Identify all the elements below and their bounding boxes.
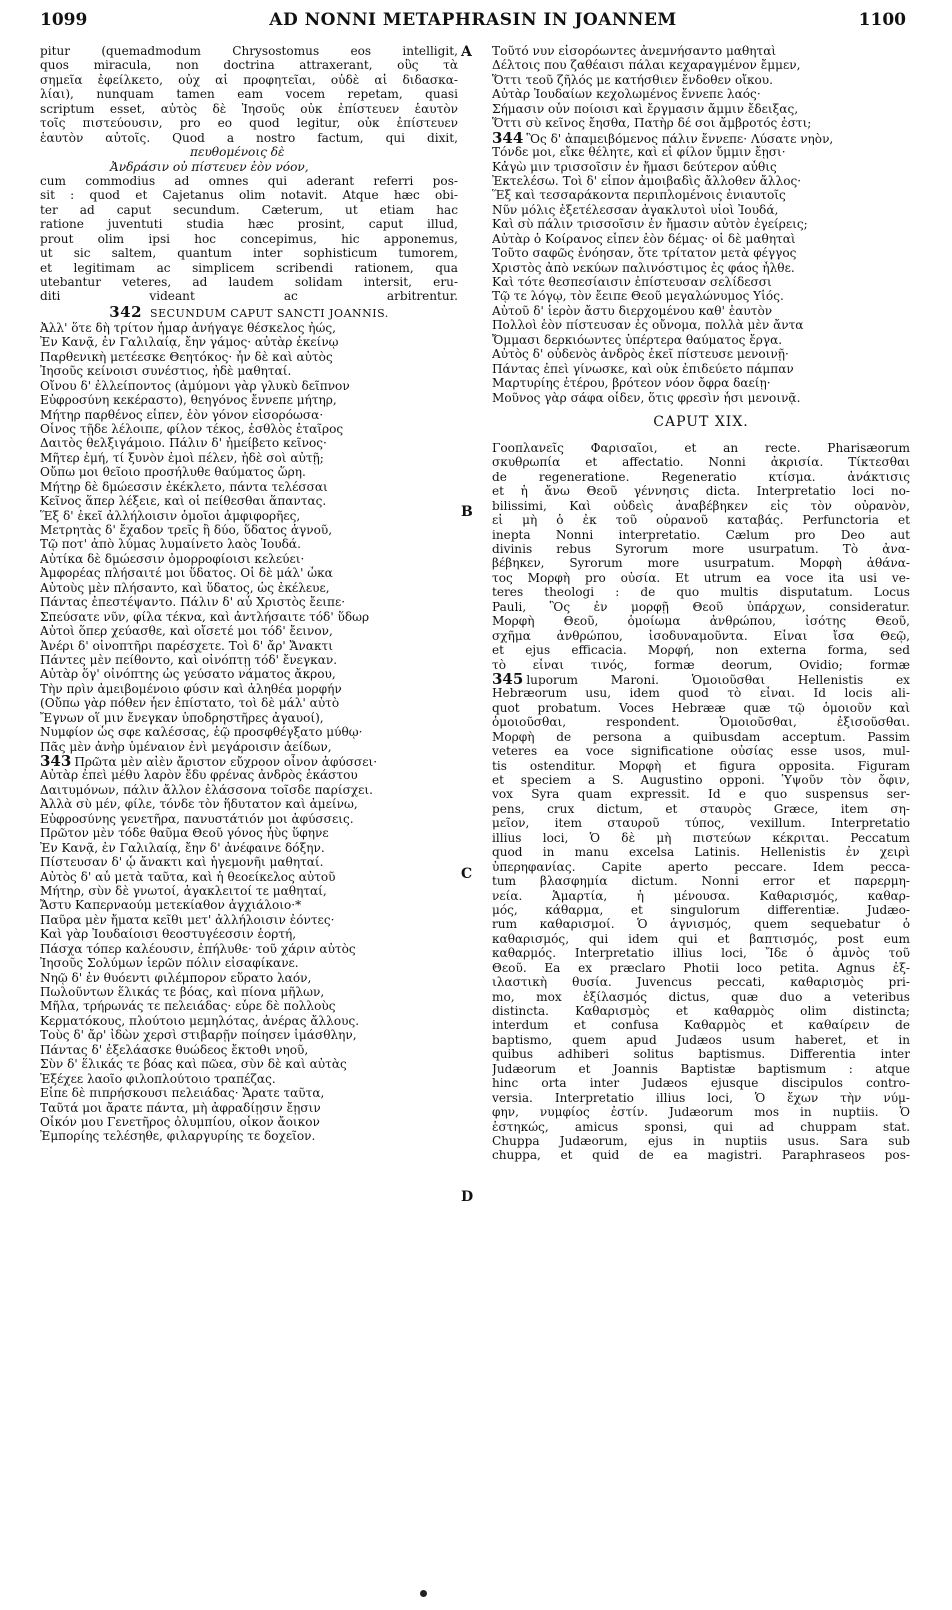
text-line: teres theologi : de quo multis disputatum. Locus bbox=[492, 585, 910, 600]
text-line: Μῆτερ ἐμή, τί ξυνὸν ἐμοὶ πέλεν, ἠδὲ σοὶ αὐτῇ; bbox=[40, 450, 324, 465]
text-line: Σπεύσατε νῦν, φίλα τέκνα, καὶ ἀντλήσαιτε τόδ' ὕδωρ bbox=[40, 609, 370, 624]
text-line: veteres ea voce significatione οὐσίας esse usos, mul- bbox=[492, 744, 910, 759]
section-title: SECUNDUM CAPUT SANCTI JOANNIS. bbox=[150, 306, 389, 320]
text-line: et speciem a S. Augustino opponi. Ὑψοῦν τὸν ὄφιν, bbox=[492, 773, 910, 787]
text-line: νεία. Ἁμαρτία, ἡ μένουσα. Καθαρισμός, καθαρ- bbox=[492, 888, 910, 903]
text-line: Μήτηρ, σὺν δὲ γνωτοί, ἀγακλειτοί τε μαθηταί, bbox=[40, 883, 327, 898]
text-line: τοῖς πιστεύουσιν, pro eo quod legitur, οὐκ ἐπίστευεν bbox=[40, 116, 458, 131]
text-line: Εὐφροσύνη κεκέραστο), θεηγόνος ἔννεπε μήτηρ, bbox=[40, 393, 337, 408]
text-line: σχῆμα ἀνθρώπου, ἰσοδυναμοῦντα. Εἶναι ἴσα Θεῷ, bbox=[492, 628, 910, 643]
text-line: Σήμασιν οὖν ποίοισι καὶ ἔργμασιν ἄμμιν ἔδειξας, bbox=[492, 101, 799, 116]
text-line: ιλαστικὴ θυσία. Juvencus peccati, καθαρισμὸς pri- bbox=[492, 975, 910, 990]
text-line: καθαρμός. Interpretatio illius loci, Ἴδε ὁ ἀμνὸς τοῦ bbox=[492, 946, 910, 961]
line-text: luporum Maroni. Ὁμοιοῦσθαι Hellenistis ex bbox=[526, 672, 910, 687]
text-line: ὁμοιοῦσθαι, respondent. Ὁμοιοῦσθαι, ἐξισοῦσθαι. bbox=[492, 715, 910, 730]
text-line: diti videant ac arbitrentur. bbox=[40, 289, 458, 304]
paraphrase-verses-right bbox=[492, 44, 910, 131]
text-line: Ταῦτά μοι ἄρατε πάντα, μὴ ἀφραδίῃσιν ἔῃσιν bbox=[40, 1100, 321, 1115]
verse-quote-line: πευθομένοις δὲ bbox=[190, 145, 285, 160]
text-line: Οἶνος τῇδε λέλοιπε, φίλον τέκος, ἐσθλὸς ἑταῖρος bbox=[40, 421, 344, 436]
text-line: Ὅττι σὺ κεῖνος ἔησθα, Πατὴρ δέ σοι ἄμβροτός ἐστι; bbox=[492, 116, 812, 131]
text-line: scriptum esset, αὐτὸς δὲ Ἰησοῦς οὐκ ἐπίστευεν ἑαυτὸν bbox=[40, 101, 458, 116]
text-line: tis ostenditur. Μορφὴ et figura opposita. Figuram bbox=[492, 758, 910, 773]
text-line: ὑπερηφανίας. Capite aperto peccare. Idem pecca- bbox=[492, 859, 910, 874]
text-line: τὸ εἶναι τινός, formæ deorum, Ovidio; formæ bbox=[492, 657, 910, 672]
right-column bbox=[492, 44, 910, 1163]
text-line: τος Μορφὴ pro οὐσία. Et utrum ea voce ita usi ve- bbox=[492, 570, 910, 585]
text-line: vox Syra quam expressit. Id e quo suspensus ser- bbox=[492, 787, 910, 802]
text-line: Σὺν δ' ἕλικάς τε βόας καὶ πῶεα, σὺν δὲ καὶ αὐτὰς bbox=[40, 1057, 347, 1072]
column-marker-b: B bbox=[461, 504, 473, 520]
text-line: Καὶ σὺ πάλιν τρισσοῖσιν ἐν ἤμασιν αὐτὸν ἐγείρεις; bbox=[492, 217, 808, 232]
text-line: Τοὺς δ' ἄρ' ἰδὼν χερσὶ στιβαρῇν ποίησεν ἱμάσθλην, bbox=[40, 1028, 357, 1043]
text-line: Παῦρα μὲν ἤματα κεῖθι μετ' ἀλλήλοισιν ἐόντες· bbox=[40, 912, 335, 927]
text-line: Πάντας ἐπεστέψαντο. Πάλιν δ' αὖ Χριστὸς ἔειπε· bbox=[40, 595, 346, 610]
text-line: Μοῦνος γὰρ σάφα οἶδεν, ὅτις φρεσὶν ἧσι μενοινᾷ. bbox=[492, 390, 801, 405]
line-text: Ὃς δ' ἀπαμειβόμενος πάλιν ἔννεπε· Λύσατε νηὸν, bbox=[526, 131, 834, 146]
text-line: ἑαυτὸν αὐτοῖς. Quod a nostro factum, qui dixit, bbox=[40, 130, 458, 145]
chapter-summary bbox=[492, 441, 910, 672]
running-title: AD NONNI METAPHRASIN IN JOANNEM bbox=[269, 10, 677, 30]
text-line: Κερματόκους, πλούτοιο μεμηλότας, ἀνέρας ἄλλους. bbox=[40, 1013, 360, 1028]
text-line: Ἀνέρι δ' οἰνοπτῆρι παρέσχετε. Τοὶ δ' ἄρ' Ἄνακτι bbox=[40, 638, 333, 653]
text-line: Θεοῦ. Ea ex præclaro Photii loco petita. Agnus ἐξ- bbox=[492, 960, 910, 975]
text-line: Νηῷ δ' ἐν θυόεντι φιλέμπορον εὕρατο λαόν, bbox=[40, 970, 312, 985]
text-line: Πρῶτον μὲν τόδε θαῦμα Θεοῦ γόνος ἦὺς ὕφηνε bbox=[40, 826, 329, 841]
text-line: Τῷ τε λόγῳ, τὸν ἔειπε Θεοῦ μεγαλώνυμος Υἱός. bbox=[492, 289, 784, 304]
text-line: Αὐτίκα δὲ δμώεσσιν ὀμορροφίοισι κελεύει· bbox=[40, 551, 305, 566]
text-line: Πάσχα τόπερ καλέουσιν, ἐπήλυθε· τοῦ χάριν αὐτὸς bbox=[40, 941, 356, 956]
text-line: Τόνδε μοι, εἴκε θέλητε, καὶ εἰ φίλον ὔμμιν ἔῃσι· bbox=[492, 145, 786, 160]
text-line: Μορφὴ Θεοῦ, ὁμοίωμα ἀνθρώπου, ἰσότης Θεοῦ, bbox=[492, 614, 910, 629]
text-line: Ὅττι τεοῦ ζῆλός με κατήσθιεν ἔνδοθεν οἴκου. bbox=[492, 72, 773, 87]
chapter-summary-continued bbox=[492, 672, 910, 1163]
paraphrase-verses-continued bbox=[40, 754, 458, 1144]
commentary-intro bbox=[40, 44, 458, 145]
text-line: illius loci, Ὁ δὲ μὴ πιστεύων κέκριται. Peccatum bbox=[492, 830, 910, 845]
text-line: chuppa, et quid de ea magistri. Paraphraseos pos- bbox=[492, 1148, 910, 1163]
column-marker-c: C bbox=[461, 866, 473, 882]
text-line: de regeneratione. Regeneratio κτίσμα. ἀνάκτισις bbox=[492, 469, 910, 484]
text-line bbox=[40, 754, 458, 768]
text-line: et legitimam ac simplicem scribendi rationem, qua bbox=[40, 260, 458, 275]
column-marker-a: A bbox=[461, 44, 472, 60]
text-line: Δέλτοις που ζαθέαισι πάλαι κεχαραγμένον ἔμμεν, bbox=[492, 58, 801, 73]
text-line: interdum et confusa Καθαρμὸς et καθαίρειν de bbox=[492, 1018, 910, 1033]
text-line: Νῦν μόλις ἐξετέλεσσαν ἀγακλυτοὶ υἱοὶ Ἰουδά, bbox=[492, 202, 779, 217]
text-line: λίαι), nunquam tamen eam vocem repetam, quasi bbox=[40, 87, 458, 102]
text-line: εἰ μὴ ὁ ἐκ τοῦ οὐρανοῦ καταβάς. Perfunctoria et bbox=[492, 513, 910, 528]
footer-ornament bbox=[420, 1590, 427, 1597]
section-heading bbox=[40, 304, 458, 321]
text-line: Ἐμπορίης τελέσηθε, φιλαργυρίης τε δοχεῖον. bbox=[40, 1129, 316, 1144]
text-line: Τῷ ποτ' ἀπὸ λύμας λυμαίνετο λαὸς Ἰουδά. bbox=[40, 537, 301, 552]
text-line: Ὄμμασι δερκιόωντες ὑπέρτερα θαύματος ἔργα. bbox=[492, 332, 783, 347]
text-line: Αὐτὸς δ' αὖ μετὰ ταῦτα, καὶ ἡ θεοείκελος αὐτοῦ bbox=[40, 869, 336, 884]
text-line: σημεῖα ἐφείλκετο, οὐχ αἱ προφητεῖαι, οὐδὲ αἱ διδασκα- bbox=[40, 72, 458, 87]
text-line: Πάντες μὲν πείθοντο, καὶ οἰνόπτῃ τόδ' ἔνεγκαν. bbox=[40, 652, 338, 667]
text-line: Μήτηρ δὲ δμώεσσιν ἐκέκλετο, πάντα τελέσσαι bbox=[40, 479, 328, 494]
text-line: μεῖον, item σταυροῦ τύπος, vexillum. Interpretatio bbox=[492, 816, 910, 831]
paraphrase-verses bbox=[40, 321, 458, 754]
text-line: Οἶκόν μου Γενετῆρος ὀλυμπίου, οἶκον ἄοικον bbox=[40, 1114, 320, 1129]
text-line: rum καθαρισμοί. Ὁ ἁγνισμός, quem sequebatur ὁ bbox=[492, 917, 910, 932]
text-line: Δαιτυμόνων, πάλιν ἄλλον ἐλάσσονα τοῖσδε παρίσχει. bbox=[40, 782, 374, 797]
commentary-continued bbox=[40, 174, 458, 304]
text-line: pens, crux dictum, et σταυρὸς Græce, item ση- bbox=[492, 801, 910, 816]
text-line: Ἰησοῦς Σολύμων ἱερῶν πόλιν εἰσαφίκανε. bbox=[40, 956, 299, 971]
text-line: Αὐτοὶ ὅπερ χεύασθε, καὶ οἴσετέ μοι τόδ' ἔεινον, bbox=[40, 624, 333, 639]
text-line: et ἡ ἄνω Θεοῦ γέννησις dicta. Interpretatio loci no- bbox=[492, 484, 910, 499]
text-line: Ἐκτελέσω. Τοὶ δ' εἶπον ἀμοιβαδὶς ἄλλοθεν ἄλλος· bbox=[492, 173, 802, 188]
text-line: mo, mox ἐξίλασμός dictus, quæ duo a veteribus bbox=[492, 989, 910, 1004]
text-line: baptismo, quem apud Judæos usum haberet, et in bbox=[492, 1032, 910, 1047]
text-line: pitur (quemadmodum Chrysostomus eos intelligit, bbox=[40, 44, 458, 58]
text-line: Οὔπω μοι θεῖοιο προσήλυθε θαύματος ὥρη. bbox=[40, 465, 306, 480]
text-line: Μαρτυρίης ἑτέρου, βρότεον νόον ὄφρα δαείῃ· bbox=[492, 376, 771, 391]
text-line: (Οὔπω γὰρ πόθεν ἦεν ἐπίστατο, τοὶ δὲ μάλ' αὐτὸ bbox=[40, 696, 340, 711]
caput-heading: CAPUT XIX. bbox=[653, 413, 749, 430]
text-line: Μορφὴ de persona a quibusdam acceptum. Passim bbox=[492, 729, 910, 744]
section-number: 342 bbox=[109, 302, 143, 321]
text-line: Chuppa Judæorum, ejus in nuptiis usus. Sara sub bbox=[492, 1133, 910, 1148]
text-line: hinc orta inter Judæos ejusque discipulos contro- bbox=[492, 1076, 910, 1091]
text-line: Μήτηρ παρθένος εἶπεν, ἑὸν γόνον εἰσορόωσα· bbox=[40, 407, 324, 422]
text-line: prout olim ipsi hoc concepimus, hic apponemus, bbox=[40, 231, 458, 246]
text-line: Κεῖνος ἅπερ λέξειε, καὶ οἱ πείθεσθαι ἅπαντας. bbox=[40, 494, 327, 509]
text-line: et ejus efficacia. Μορφή, non externa forma, sed bbox=[492, 643, 910, 658]
text-line: sit : quod et Cajetanus olim notavit. Atque hæc obi- bbox=[40, 188, 458, 203]
text-line: καθαρισμός, qui idem qui et βαπτισμός, post eum bbox=[492, 931, 910, 946]
text-line: Ἔγνων οἵ μιν ἔνεγκαν ὑποδρηστῆρες ἀγαυοί), bbox=[40, 710, 324, 725]
text-line: Ἐν Κανᾷ, ἐν Γαλιλαίᾳ, ἔην δ' ἀνέφαινε δόξην. bbox=[40, 840, 325, 855]
text-line: cum commodius ad omnes qui aderant referri pos- bbox=[40, 173, 458, 188]
text-line: Πωλοῦντων ἕλικάς τε βόας, καὶ πίονα μῆλων, bbox=[40, 985, 325, 999]
text-line: Pauli, Ὃς ἐν μορφῇ Θεοῦ ὑπάρχων, consideratur. bbox=[492, 599, 910, 614]
text-line: Judæorum et Joannis Baptistæ baptismum : atque bbox=[492, 1061, 910, 1076]
text-line: Ἕξ δ' ἐκεῖ ἀλλήλοισιν ὁμοῖοι ἀμφιφορῆες, bbox=[40, 508, 301, 523]
text-line: Πίστευσαν δ' ᾧ ἄνακτι καὶ ἡγεμονῆι μαθηταί. bbox=[40, 855, 324, 870]
text-line: Μῆλα, τρήρωνάς τε πελειάδας· εὗρε δὲ πολλοὺς bbox=[40, 999, 336, 1014]
text-line: quibus adhiberi solitus baptismus. Differentia inter bbox=[492, 1047, 910, 1062]
page-number-left: 1099 bbox=[40, 10, 88, 30]
text-line: distincta. Καθαρισμὸς et καθαρμὸς olim distincta; bbox=[492, 1004, 910, 1018]
text-line: Δαιτὸς θελξιγάμοιο. Πάλιν δ' ἠμείβετο κεῖνος· bbox=[40, 436, 327, 451]
text-line: Ἀλλὰ σὺ μέν, φίλε, τόνδε τὸν ἥδυτατον καὶ ἀμείνω, bbox=[40, 797, 358, 812]
verse-quote-line: Ἀνδράσιν οὐ πίστευεν ἑὸν νόον, bbox=[110, 159, 309, 174]
text-line: Ἐν Κανᾷ, ἐν Γαλιλαίᾳ, ἔην γάμος· αὐτὰρ ἐκείνῳ bbox=[40, 335, 339, 350]
text-line: σκυθρωπία et affectatio. Nonni ἀκρισία. Τίκτεσθαι bbox=[492, 455, 910, 470]
text-line: ut sic saltem, quantum inter sophisticum tumorem, bbox=[40, 246, 458, 261]
text-line: tum βλασφημία dictum. Nonni error et παρερμη- bbox=[492, 874, 910, 889]
text-line: utebantur veteres, ad laudem solidam intersit, eru- bbox=[40, 275, 458, 289]
text-line: Καὶ τότε θεσπεσίαισιν ἐπίστευσαν σελίδεσσι bbox=[492, 275, 772, 289]
text-line: μός, κάθαρμα, et singulorum differentiæ. Judæo- bbox=[492, 902, 910, 917]
text-line: ter ad caput secundum. Cæterum, ut etiam hac bbox=[40, 202, 458, 217]
text-line: Εἶπε δὲ πιπρήσκουσι πελειάδας· Ἄρατε ταῦτα, bbox=[40, 1086, 325, 1101]
left-column bbox=[40, 44, 458, 1144]
text-line: Ἰησοῦς κείνοισι συνέστιος, ἠδὲ μαθηταί. bbox=[40, 364, 292, 379]
text-line: Hebræorum usu, idem quod τὸ εἶναι. Id locis ali- bbox=[492, 686, 910, 701]
paraphrase-verses-right-continued bbox=[492, 131, 910, 405]
text-line: bilissimi, Καὶ οὐδεὶς ἀναβέβηκεν εἰς τὸν οὐρανὸν, bbox=[492, 498, 910, 513]
page-header bbox=[40, 10, 906, 34]
text-line: Τοῦτο σαφῶς ἐνόησαν, ὅτε τρίτατον μετὰ φέγγος bbox=[492, 246, 797, 261]
text-line: Αὐτὰρ ὅγ' οἰνόπτης ὡς γεύσατο νάματος ἄκρου, bbox=[40, 667, 336, 682]
section-number: 345 bbox=[492, 671, 524, 687]
text-line: Αὐτὰρ ἐπεὶ μέθυ λαρὸν ἔδυ φρένας ἀνδρὸς ἑκάστου bbox=[40, 768, 358, 783]
text-line bbox=[492, 131, 910, 145]
text-line: Εὐφροσύνης γενετῆρα, πανυστάτιόν μοι ἀφύσσεις. bbox=[40, 811, 354, 826]
text-line: divinis rebus Syrorum more usurpatum. Τὸ ἀνα- bbox=[492, 542, 910, 556]
text-line: βέβηκεν, Syrorum more usurpatum. Μορφὴ ἀθάνα- bbox=[492, 556, 910, 571]
text-line: Χριστὸς ἀπὸ νεκύων παλινόστιμος ἐς φάος ἦλθε. bbox=[492, 260, 795, 275]
text-line: Πολλοὶ ἑὸν πίστευσαν ἐς οὔνομα, πολλὰ μὲν ἄντα bbox=[492, 318, 804, 333]
text-line: Ἄστυ Καπερναούμ μετεκίαθον ἀγχιάλοιο·* bbox=[40, 898, 302, 913]
text-line: Ἕξ καὶ τεσσαράκοντα περιπλομένοις ἐνιαυτοῖς bbox=[492, 188, 786, 203]
page-number-right: 1100 bbox=[858, 10, 906, 30]
text-line: Οἴνου δ' ἐλλείποντος (ἀμύμονι γὰρ γλυκὺ δεῖπνον bbox=[40, 378, 350, 393]
text-line: Ἀλλ' ὅτε δὴ τρίτον ἦμαρ ἀνήγαγε θέσκελος ἠώς, bbox=[40, 320, 337, 335]
section-number: 344 bbox=[492, 130, 524, 146]
text-line: Αὐτοῦ δ' ἱερὸν ἄστυ διερχομένου καθ' ἑαυτὸν bbox=[492, 303, 773, 318]
text-line: Τοῦτό νυν εἰσορόωντες ἀνεμνήσαντο μαθηταὶ bbox=[492, 44, 777, 58]
line-text: Πρῶτα μὲν αἰὲν ἄριστον εὔχροον οἶνον ἀφύσσει· bbox=[74, 755, 378, 769]
text-line: Μετρητὰς δ' ἔχαδον τρεῖς ἢ δύο, ὕδατος ἁγνοῦ, bbox=[40, 523, 333, 537]
text-line: inepta Nonni interpretatio. Cælum pro Deo aut bbox=[492, 527, 910, 542]
text-line: Ἀμφορέας πλήσαιτέ μοι ὕδατος. Οἱ δὲ μάλ' ὦκα bbox=[40, 566, 333, 581]
text-line bbox=[492, 672, 910, 686]
text-line: quod in manu excelsa Latinis. Hellenistis ἐν χειρὶ bbox=[492, 845, 910, 860]
text-line: Καὶ γὰρ Ἰουδαίοισι θεοστυγέεσσιν ἑορτή, bbox=[40, 927, 297, 942]
text-line: ratione juventuti studia hæc prosint, caput illud, bbox=[40, 217, 458, 232]
text-line: Τὴν πρὶν ἀμειβομένοιο φύσιν καὶ ἀληθέα μορφήν bbox=[40, 681, 342, 696]
text-line: φην, νυμφίος ἐστίν. Judæorum mos in nuptiis. Ὁ bbox=[492, 1105, 910, 1120]
text-line: Νυμφίον ὧς σφε καλέσσας, ἑῷ προσφθέγξατο μύθῳ· bbox=[40, 725, 363, 740]
text-line: Γοοπλανεῖς Φαρισαῖοι, et an recte. Pharisæorum bbox=[492, 440, 910, 455]
text-line: Πάντας ἐπεὶ γίνωσκε, καὶ οὐκ ἐπιδεύετο πάμπαν bbox=[492, 361, 794, 376]
text-line: quot probatum. Voces Hebrææ quæ τῷ ὁμοιοῦν καὶ bbox=[492, 700, 910, 715]
text-line: ἑστηκώς, amicus sponsi, qui ad chuppam stat. bbox=[492, 1119, 910, 1134]
column-marker-d: D bbox=[461, 1189, 474, 1205]
text-line: Ἐξέχεε λαοῖο φιλοπλούτοιο τραπέζας. bbox=[40, 1071, 276, 1086]
text-line: Πάντας δ' ἐξελάασκε θυώδεος ἔκτοθι νηοῦ, bbox=[40, 1042, 309, 1057]
text-line: quos miracula, non doctrina attraxerant, οὓς τὰ bbox=[40, 58, 458, 73]
text-line: Παρθενικὴ μετέεσκε Θεητόκος· ἦν δὲ καὶ αὐτὸς bbox=[40, 349, 333, 364]
section-number: 343 bbox=[40, 754, 72, 769]
text-line: Κἀγὼ μιν τρισσοῖσιν ἐν ἤμασι δεύτερον αὖθις bbox=[492, 159, 777, 174]
text-line: Πᾶς μὲν ἀνὴρ ὑμέναιον ἐνὶ μεγάροισιν ἀείδων, bbox=[40, 739, 332, 754]
text-line: Αὐτὰρ ὁ Κοίρανος εἶπεν ἑὸν δέμας· οἱ δὲ μαθηταὶ bbox=[492, 231, 796, 246]
text-line: Αὐτὸς δ' οὐδενὸς ἀνδρὸς ἐκεῖ πίστευσε μενοινῇ· bbox=[492, 347, 789, 362]
text-line: Αὐτοὺς μὲν πλήσαντο, καὶ ὕδατος, ὡς ἐκέλευε, bbox=[40, 580, 330, 595]
text-line: Αὐτὰρ Ἰουδαίων κεχολωμένος ἔννεπε λαός· bbox=[492, 87, 761, 102]
text-line: versia. Interpretatio illius loci, Ὁ ἔχων τὴν νύμ- bbox=[492, 1090, 910, 1105]
